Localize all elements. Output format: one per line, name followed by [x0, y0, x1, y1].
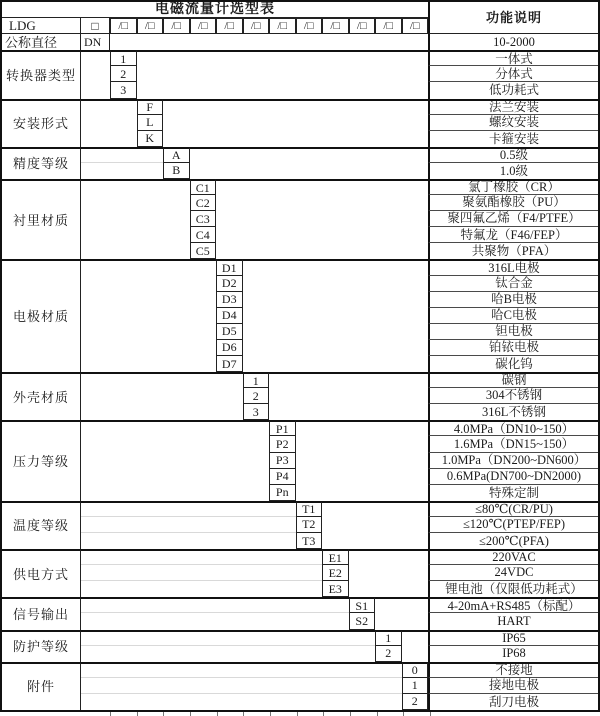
option-function-cell: 螺纹安装 [428, 115, 598, 131]
empty-cell [81, 549, 322, 565]
empty-cell [81, 533, 296, 549]
empty-cell [81, 372, 243, 420]
empty-cell [163, 99, 428, 147]
option-code-cell: D6 [216, 340, 243, 356]
option-function-cell: 1.0MPa（DN200~DN600） [428, 453, 598, 469]
option-code-cell: C1 [190, 179, 217, 195]
option-code-cell: 1 [375, 630, 402, 646]
group-label: 信号输出 [2, 597, 81, 629]
model-slot-cell: /□ [110, 18, 137, 34]
empty-cell [190, 147, 429, 179]
empty-cell [81, 259, 216, 372]
empty-cell [81, 163, 163, 179]
diameter-function-cell: 10-2000 [428, 34, 598, 50]
option-code-cell: D5 [216, 324, 243, 340]
option-function-cell: 钛合金 [428, 276, 598, 292]
option-code-cell: P3 [269, 453, 296, 469]
function-column-header: 功能说明 [428, 2, 598, 34]
option-function-cell: 聚四氟乙烯（F4/PTFE） [428, 211, 598, 227]
grid-tick [270, 712, 271, 716]
option-code-cell: 1 [402, 678, 429, 694]
option-function-cell: 哈C电极 [428, 308, 598, 324]
option-code-cell: P2 [269, 436, 296, 452]
model-prefix: LDG [2, 18, 81, 34]
group-label: 附件 [2, 662, 81, 710]
empty-cell [81, 613, 349, 629]
empty-cell [322, 501, 428, 549]
option-function-cell: 碳化钨 [428, 356, 598, 372]
option-function-cell: 1.6MPa（DN15~150） [428, 436, 598, 452]
empty-cell [137, 50, 429, 98]
option-code-cell: C2 [190, 195, 217, 211]
option-function-cell: 共聚物（PFA） [428, 243, 598, 259]
group-label: 压力等级 [2, 420, 81, 500]
option-code-cell: B [163, 163, 190, 179]
empty-cell [81, 50, 110, 98]
empty-cell [81, 630, 375, 646]
option-function-cell: 哈B电极 [428, 292, 598, 308]
option-function-cell: 铂铱电极 [428, 340, 598, 356]
group-label: 防护等级 [2, 630, 81, 662]
option-function-cell: 4.0MPa（DN10~150） [428, 420, 598, 436]
empty-cell [81, 662, 402, 678]
group-label: 电极材质 [2, 259, 81, 372]
diameter-code-cell: DN [81, 34, 110, 50]
group-label: 衬里材质 [2, 179, 81, 259]
model-slot-cell: /□ [375, 18, 402, 34]
option-code-cell: D4 [216, 308, 243, 324]
option-function-cell: 接地电极 [428, 678, 598, 694]
empty-cell [375, 597, 428, 629]
empty-cell [243, 259, 429, 372]
option-code-cell: T1 [296, 501, 323, 517]
option-code-cell: 2 [243, 388, 270, 404]
option-function-cell: 分体式 [428, 66, 598, 82]
option-code-cell: 3 [110, 82, 137, 98]
option-function-cell: HART [428, 613, 598, 629]
option-function-cell: 4-20mA+RS485（标配） [428, 597, 598, 613]
option-code-cell: D2 [216, 276, 243, 292]
model-slot-cell: /□ [322, 18, 349, 34]
model-box-cell: □ [81, 18, 110, 34]
option-function-cell: 氯丁橡胶（CR） [428, 179, 598, 195]
group-label: 供电方式 [2, 549, 81, 597]
grid-tick [163, 712, 164, 716]
empty-cell [81, 581, 322, 597]
option-code-cell: E2 [322, 565, 349, 581]
model-slot-cell: /□ [269, 18, 296, 34]
option-function-cell: 316L不锈钢 [428, 404, 598, 420]
empty-cell [216, 179, 428, 259]
empty-cell [81, 678, 402, 694]
empty-cell [296, 420, 429, 500]
option-code-cell: A [163, 147, 190, 163]
empty-cell [349, 549, 429, 597]
grid-tick [323, 712, 324, 716]
option-code-cell: 0 [402, 662, 429, 678]
option-function-cell: 特殊定制 [428, 485, 598, 501]
option-function-cell: 法兰安装 [428, 99, 598, 115]
option-function-cell: 碳钢 [428, 372, 598, 388]
empty-cell [81, 501, 296, 517]
option-code-cell: C3 [190, 211, 217, 227]
model-slot-cell: /□ [402, 18, 429, 34]
option-function-cell: 聚氨酯橡胶（PU） [428, 195, 598, 211]
empty-cell [81, 147, 163, 163]
group-label: 外壳材质 [2, 372, 81, 420]
option-code-cell: L [137, 115, 164, 131]
empty-cell [81, 179, 190, 259]
model-slot-cell: /□ [349, 18, 376, 34]
empty-cell [81, 99, 137, 147]
page-title: 电磁流量计选型表 [2, 2, 428, 18]
option-function-cell: IP68 [428, 646, 598, 662]
option-function-cell: 刮刀电极 [428, 694, 598, 710]
option-function-cell: 316L电极 [428, 259, 598, 275]
option-code-cell: 1 [243, 372, 270, 388]
grid-tick [403, 712, 404, 716]
option-function-cell: 一体式 [428, 50, 598, 66]
option-code-cell: P1 [269, 420, 296, 436]
option-function-cell: 220VAC [428, 549, 598, 565]
empty-cell [81, 420, 269, 500]
option-code-cell: F [137, 99, 164, 115]
empty-cell [81, 517, 296, 533]
model-slot-cell: /□ [216, 18, 243, 34]
option-code-cell: E1 [322, 549, 349, 565]
grid-tick [350, 712, 351, 716]
model-slot-cell: /□ [163, 18, 190, 34]
option-function-cell: ≤80℃(CR/PU) [428, 501, 598, 517]
option-code-cell: T3 [296, 533, 323, 549]
option-function-cell: 0.5级 [428, 147, 598, 163]
empty-cell [81, 646, 375, 662]
option-function-cell: IP65 [428, 630, 598, 646]
group-label: 精度等级 [2, 147, 81, 179]
empty-cell [269, 372, 428, 420]
option-function-cell: 304不锈钢 [428, 388, 598, 404]
grid-tick [190, 712, 191, 716]
option-function-cell: 1.0级 [428, 163, 598, 179]
model-slot-cell: /□ [190, 18, 217, 34]
empty-cell [81, 694, 402, 710]
model-slot-cell: /□ [296, 18, 323, 34]
option-code-cell: C4 [190, 227, 217, 243]
grid-tick [243, 712, 244, 716]
empty-cell [110, 34, 428, 50]
option-code-cell: T2 [296, 517, 323, 533]
option-code-cell: S1 [349, 597, 376, 613]
option-code-cell: D1 [216, 259, 243, 275]
option-code-cell: K [137, 131, 164, 147]
option-function-cell: ≤200℃(PFA) [428, 533, 598, 549]
option-function-cell: 特氟龙（F46/FEP） [428, 227, 598, 243]
option-function-cell: 不接地 [428, 662, 598, 678]
grid-tick [377, 712, 378, 716]
option-code-cell: D3 [216, 292, 243, 308]
option-function-cell: 0.6MPa(DN700~DN2000) [428, 469, 598, 485]
empty-cell [402, 630, 429, 662]
option-code-cell: C5 [190, 243, 217, 259]
option-code-cell: 2 [110, 66, 137, 82]
option-code-cell: S2 [349, 613, 376, 629]
option-function-cell: 卡箍安装 [428, 131, 598, 147]
option-function-cell: ≤120℃(PTEP/FEP) [428, 517, 598, 533]
grid-tick [137, 712, 138, 716]
option-function-cell: 24VDC [428, 565, 598, 581]
option-code-cell: Pn [269, 485, 296, 501]
model-slot-cell: /□ [137, 18, 164, 34]
bottom-gridline-ticks [0, 712, 600, 716]
model-slot-cell: /□ [243, 18, 270, 34]
grid-tick [297, 712, 298, 716]
group-label: 温度等级 [2, 501, 81, 549]
option-code-cell: E3 [322, 581, 349, 597]
empty-cell [81, 565, 322, 581]
option-function-cell: 钽电极 [428, 324, 598, 340]
grid-tick [217, 712, 218, 716]
group-label: 转换器类型 [2, 50, 81, 98]
option-code-cell: 1 [110, 50, 137, 66]
option-code-cell: D7 [216, 356, 243, 372]
diameter-row-label: 公称直径 [2, 34, 81, 50]
grid-tick [110, 712, 111, 716]
empty-cell [81, 597, 349, 613]
option-function-cell: 低功耗式 [428, 82, 598, 98]
option-code-cell: P4 [269, 469, 296, 485]
option-function-cell: 锂电池（仅限低功耗式） [428, 581, 598, 597]
grid-tick [430, 712, 431, 716]
option-code-cell: 2 [402, 694, 429, 710]
option-code-cell: 3 [243, 404, 270, 420]
group-label: 安装形式 [2, 99, 81, 147]
option-code-cell: 2 [375, 646, 402, 662]
